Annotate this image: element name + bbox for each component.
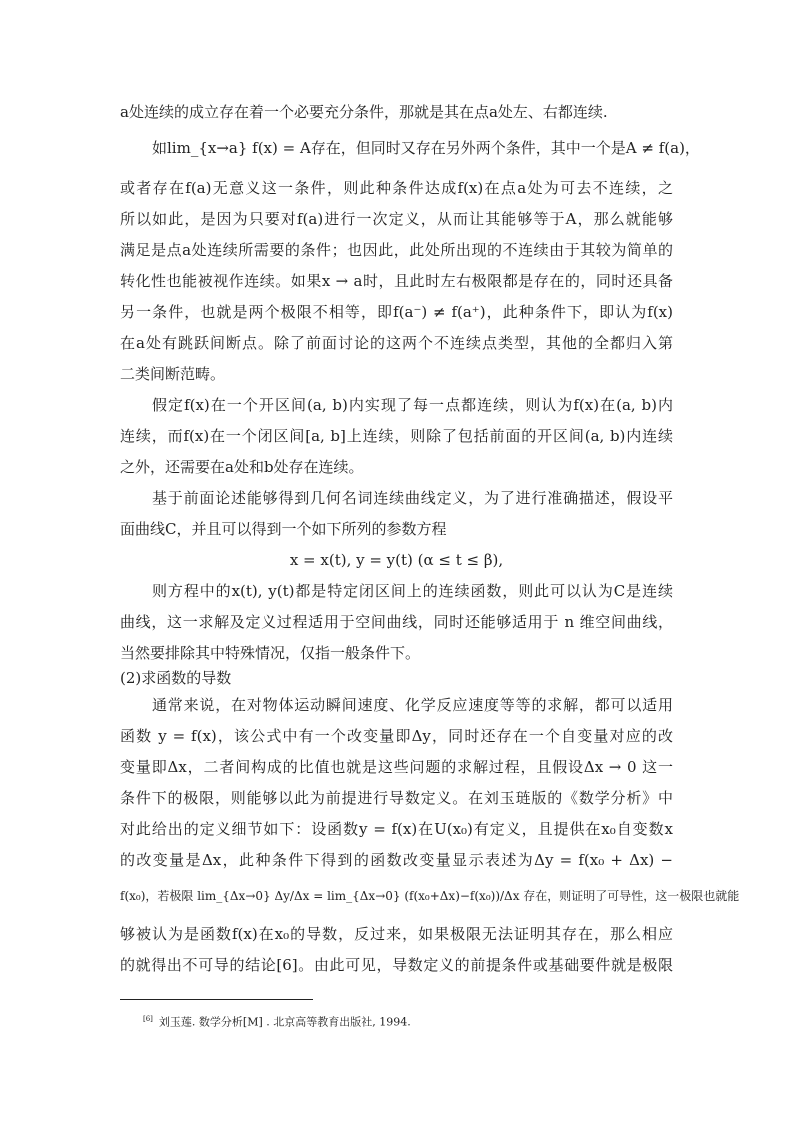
text-line: 满足是点a处连续所需要的条件；也因此，此处所出现的不连续由于其较为简单的 xyxy=(120,241,673,259)
text-line: 当然要排除其中特殊情况，仅指一般条件下。 xyxy=(120,644,421,662)
section-heading: (2)求函数的导数 xyxy=(120,669,232,687)
text-line: 够被认为是函数f(x)在x₀的导数，反过来，如果极限无法证明其存在，那么相应 xyxy=(120,925,673,943)
footnote-rule xyxy=(120,999,313,1000)
text-line: 所以如此，是因为只要对f(a)进行一次定义，从而让其能够等于A，那么就能够 xyxy=(120,210,673,228)
text-line: 如lim_{x→a} f(x) = A存在，但同时又存在另外两个条件，其中一个是A ≠ f(a)， xyxy=(152,139,700,157)
footnote-mark: [6] xyxy=(143,1015,153,1023)
text-line: 假定f(x)在一个开区间(a, b)内实现了每一点都连续，则认为f(x)在(a, b)内 xyxy=(152,396,673,414)
text-line: 连续，而f(x)在一个闭区间[a, b]上连续，则除了包括前面的开区间(a, b)内连续 xyxy=(120,427,673,445)
text-line: 曲线，这一求解及定义过程适用于空间曲线，同时还能够适用于 n 维空间曲线， xyxy=(120,613,673,631)
text-line: 或者存在f(a)无意义这一条件，则此种条件达成f(x)在点a处为可去不连续，之 xyxy=(120,179,673,197)
text-line-limit: f(x₀)，若极限 lim_{Δx→0} Δy/Δx = lim_{Δx→0} (f(x₀+Δx)−f(x₀))/Δx 存在，则证明了可导性，这一极限也就能 xyxy=(120,889,740,903)
footnote xyxy=(143,1011,411,1031)
text-line: 转化性也能被视作连续。如果x → a时，且此时左右极限都是存在的，同时还具备 xyxy=(120,272,673,290)
text-line: 基于前面论述能够得到几何名词连续曲线定义，为了进行准确描述，假设平 xyxy=(152,489,673,507)
text-line: a处连续的成立存在着一个必要充分条件，那就是其在点a处左、右都连续. xyxy=(120,103,608,121)
equation: x = x(t), y = y(t) (α ≤ t ≤ β), xyxy=(289,551,504,569)
text-line: 对此给出的定义细节如下：设函数y = f(x)在U(x₀)有定义，且提供在x₀自变数x xyxy=(120,820,673,838)
text-line: 条件下的极限，则能够以此为前提进行导数定义。在刘玉琏版的《数学分析》中 xyxy=(120,789,673,807)
text-line: 面曲线C，并且可以得到一个如下所列的参数方程 xyxy=(120,520,447,538)
text-line: 的改变量是Δx，此种条件下得到的函数改变量显示表述为Δy = f(x₀ + Δx) − xyxy=(120,851,673,869)
text-line: 通常来说，在对物体运动瞬间速度、化学反应速度等等的求解，都可以适用 xyxy=(152,696,673,714)
text-line: 函数 y = f(x)，该公式中有一个改变量即Δy，同时还存在一个自变量对应的改 xyxy=(120,727,673,745)
text-line: 之外，还需要在a处和b处存在连续。 xyxy=(120,458,364,476)
text-line: 变量即Δx，二者间构成的比值也就是这些问题的求解过程，且假设Δx → 0 这一 xyxy=(120,758,673,776)
text-line: 则方程中的x(t), y(t)都是特定闭区间上的连续函数，则此可以认为C是连续 xyxy=(152,582,673,600)
text-line: 另一条件，也就是两个极限不相等，即f(a⁻) ≠ f(a⁺)，此种条件下，即认为f(x) xyxy=(120,303,673,321)
footnote-text: 刘玉莲. 数学分析[M] . 北京高等教育出版社, 1994. xyxy=(158,1015,411,1029)
text-line: 的就得出不可导的结论[6]。由此可见，导数定义的前提条件或基础要件就是极限 xyxy=(120,956,673,974)
text-line: 二类间断范畴。 xyxy=(120,365,226,383)
text-line: 在a处有跳跃间断点。除了前面讨论的这两个不连续点类型，其他的全都归入第 xyxy=(120,334,673,352)
